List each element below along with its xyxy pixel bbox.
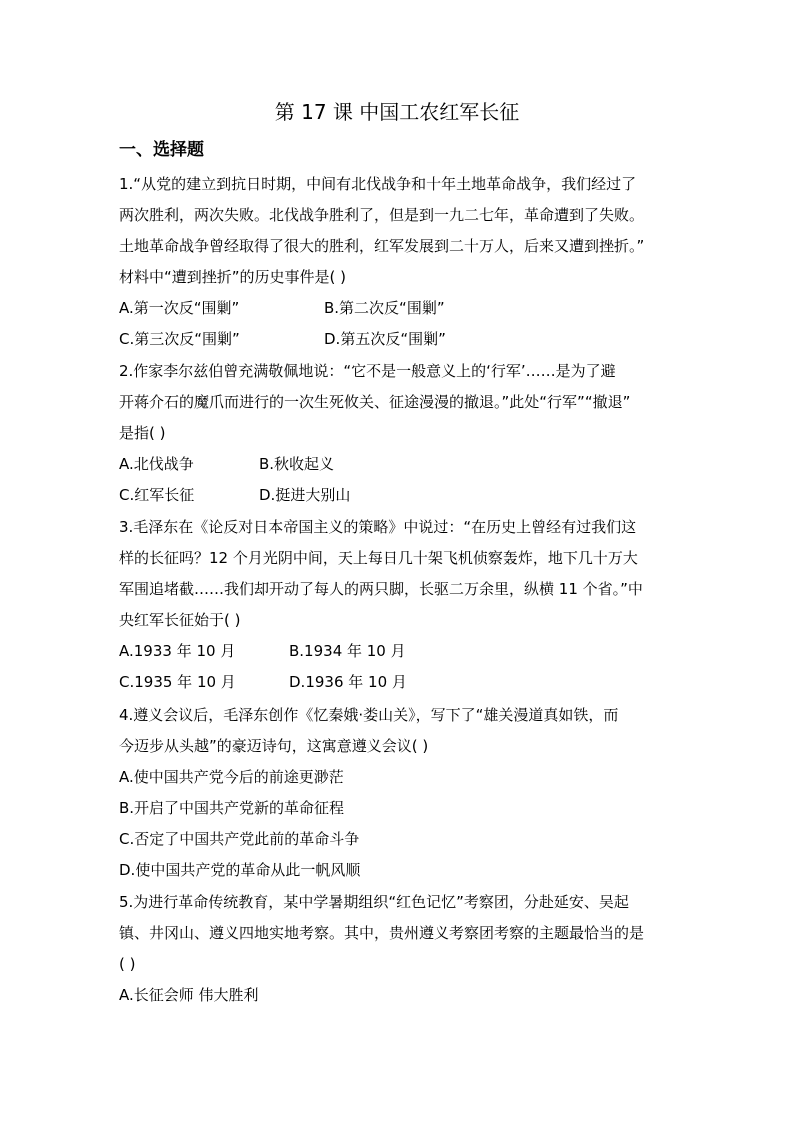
q1-option-d: D.第五次反“围剿” bbox=[324, 330, 446, 348]
q4-option-a: A.使中国共产党今后的前途更渺茫 bbox=[119, 768, 344, 786]
page-title: 第 17 课 中国工农红军长征 bbox=[274, 100, 520, 124]
q1-line-3: 土地革命战争曾经取得了很大的胜利，红军发展到二十万人，后来又遭到挫折。” bbox=[119, 237, 645, 255]
q1-option-a: A.第一次反“围剿” bbox=[119, 299, 240, 317]
q3-line-1: 3.毛泽东在《论反对日本帝国主义的策略》中说过：“在历史上曾经有过我们这 bbox=[119, 518, 637, 536]
q1-line-4: 材料中“遭到挫折”的历史事件是( ) bbox=[119, 268, 347, 286]
q5-line-1: 5.为进行革命传统教育，某中学暑期组织“红色记忆”考察团，分赴延安、吴起 bbox=[119, 893, 629, 911]
q4-line-1: 4.遵义会议后，毛泽东创作《忆秦娥·娄山关》，写下了“雄关漫道真如铁，而 bbox=[119, 706, 619, 724]
q2-option-b: B.秋收起义 bbox=[259, 455, 335, 473]
q3-option-d: D.1936 年 10 月 bbox=[289, 673, 407, 691]
q1-line-2: 两次胜利，两次失败。北伐战争胜利了，但是到一九二七年，革命遭到了失败。 bbox=[119, 206, 645, 224]
q3-line-4: 央红军长征始于( ) bbox=[119, 611, 241, 629]
q2-option-a: A.北伐战争 bbox=[119, 455, 194, 473]
q4-option-c: C.否定了中国共产党此前的革命斗争 bbox=[119, 830, 360, 848]
q1-option-b: B.第二次反“围剿” bbox=[324, 299, 445, 317]
q2-option-d: D.挺进大别山 bbox=[259, 486, 351, 504]
q5-line-3: ( ) bbox=[119, 955, 136, 973]
q3-line-3: 军围追堵截……我们却开动了每人的两只脚，长驱二万余里，纵横 11 个省。”中 bbox=[119, 580, 643, 598]
q2-line-1: 2.作家李尔兹伯曾充满敬佩地说：“它不是一般意义上的‘行军’……是为了避 bbox=[119, 362, 616, 380]
q3-line-2: 样的长征吗？12 个月光阴中间，天上每日几十架飞机侦察轰炸，地下几十万大 bbox=[119, 549, 638, 567]
q2-line-2: 开蒋介石的魔爪而进行的一次生死攸关、征途漫漫的撤退。”此处“行军”“撤退” bbox=[119, 393, 631, 411]
q5-line-2: 镇、井冈山、遵义四地实地考察。其中，贵州遵义考察团考察的主题最恰当的是 bbox=[119, 924, 645, 942]
section-heading: 一、选择题 bbox=[119, 140, 204, 160]
q2-option-c: C.红军长征 bbox=[119, 486, 195, 504]
q1-option-c: C.第三次反“围剿” bbox=[119, 330, 240, 348]
q4-option-b: B.开启了中国共产党新的革命征程 bbox=[119, 799, 345, 817]
q3-option-c: C.1935 年 10 月 bbox=[119, 673, 236, 691]
q5-option-a: A.长征会师 伟大胜利 bbox=[119, 986, 259, 1004]
q1-line-1: 1.“从党的建立到抗日时期，中间有北伐战争和十年土地革命战争，我们经过了 bbox=[119, 175, 637, 193]
q3-option-a: A.1933 年 10 月 bbox=[119, 642, 236, 660]
q4-line-2: 今迈步从头越”的豪迈诗句，这寓意遵义会议( ) bbox=[119, 737, 429, 755]
q4-option-d: D.使中国共产党的革命从此一帆风顺 bbox=[119, 861, 361, 879]
q3-option-b: B.1934 年 10 月 bbox=[289, 642, 406, 660]
q2-line-3: 是指( ) bbox=[119, 424, 166, 442]
